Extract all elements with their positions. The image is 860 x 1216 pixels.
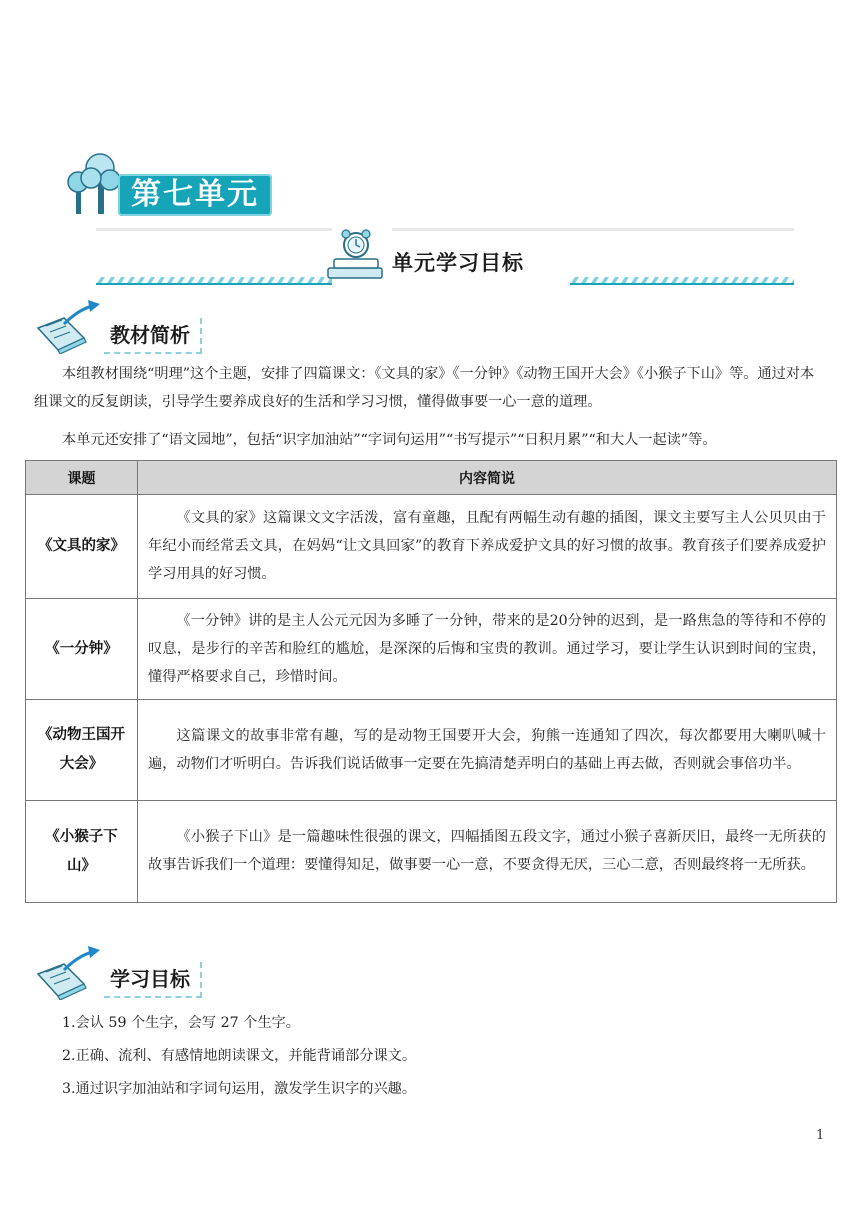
table-header-row [26,461,837,495]
lesson-description: 《文具的家》这篇课文文字活泼，富有童趣，且配有两幅生动有趣的插图，课文主要写主人公贝贝由于年纪小而经常丢文具，在妈妈“让文具回家”的教育下养成爱护文具的好习惯的故事。教育孩子们要养成爱护学习用具的好习惯。 [138,495,837,599]
goal-item: 1.会认 59 个生字，会写 27 个生字。 [62,1015,300,1031]
banner-stripe [570,270,794,278]
lesson-title: 《动物王国开大会》 [26,700,138,801]
table-row [26,495,837,599]
table-row [26,599,837,700]
lesson-title: 《文具的家》 [26,495,138,599]
book-arrow-icon [34,296,104,354]
banner-title: 单元学习目标 [392,251,524,275]
alarm-clock-books-icon [322,228,388,282]
page-number: 1 [816,1128,825,1143]
lesson-description: 《小猴子下山》是一篇趣味性很强的课文，四幅插图五段文字，通过小猴子喜新厌旧，最终一无所获的故事告诉我们一个道理：要懂得知足，做事要一心一意，不要贪得无厌，三心二意，否则最终将一无所获。 [138,801,837,903]
goal-item: 3.通过识字加油站和字词句运用，激发学生识字的兴趣。 [62,1081,417,1097]
table-header-lesson: 课题 [26,461,138,495]
goal-item: 2.正确、流利、有感情地朗读课文，并能背诵部分课文。 [62,1048,417,1064]
lesson-table [25,460,837,903]
analysis-paragraph-2: 本单元还安排了“语文园地”，包括“识字加油站”“字词句运用”“书写提示”“日积月累”“和大人一起读”等。 [62,432,717,448]
unit-title: 第七单元 [118,174,272,216]
section-heading-analysis: 教材简析 [104,318,202,354]
banner-top-rule [392,228,794,231]
lesson-description: 《一分钟》讲的是主人公元元因为多睡了一分钟，带来的是20分钟的迟到，是一路焦急的等待和不停的叹息，是步行的辛苦和脸红的尴尬，是深深的后悔和宝贵的教训。通过学习，要让学生认识到时间的宝贵，懂得严格要求自己，珍惜时间。 [138,599,837,700]
table-header-summary: 内容简说 [138,461,837,495]
table-row [26,700,837,801]
table-row [26,801,837,903]
section-heading-goals: 学习目标 [104,962,202,998]
banner-stripe [96,270,332,278]
banner-top-rule [96,228,332,231]
analysis-paragraph-1 [34,360,824,416]
lesson-title: 《一分钟》 [26,599,138,700]
lesson-description: 这篇课文的故事非常有趣，写的是动物王国要开大会，狗熊一连通知了四次，每次都要用大喇叭喊十遍，动物们才听明白。告诉我们说话做事一定要在先搞清楚弄明白的基础上再去做，否则就会事倍功半。 [138,700,837,801]
analysis-paragraph-1-text: 本组教材围绕“明理”这个主题，安排了四篇课文：《文具的家》《一分钟》《动物王国开大会》《小猴子下山》等。通过对本组课文的反复朗读，引导学生要养成良好的生活和学习习惯，懂得做事要一心一意的道理。 [34,366,815,410]
lesson-title: 《小猴子下山》 [26,801,138,903]
book-arrow-icon [34,942,104,1000]
trees-icon [64,152,124,216]
